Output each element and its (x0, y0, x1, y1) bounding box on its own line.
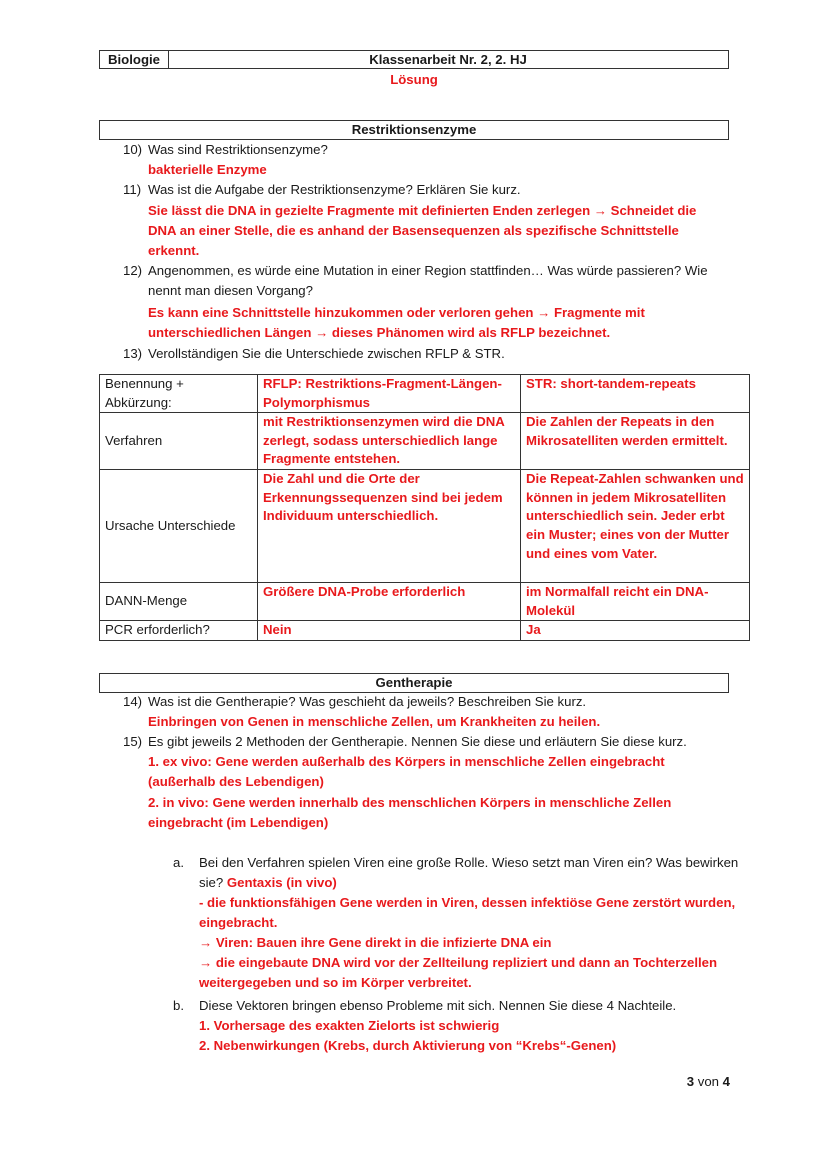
header-box (99, 50, 729, 69)
str-cell: im Normalfall reicht ein DNA-Molekül (521, 583, 750, 621)
sub-answer-line: → Viren: Bauen ihre Gene direkt in die infizierte DNA ein (199, 935, 552, 950)
sub-question-text: Diese Vektoren bringen ebenso Probleme mit sich. Nennen Sie diese 4 Nachteile. (199, 998, 677, 1013)
question-15 (123, 732, 733, 752)
question-13 (123, 344, 733, 364)
sub-question-a (173, 853, 743, 993)
question-number: 14) (123, 694, 143, 709)
row-label: Benennung + Abkürzung: (100, 375, 258, 413)
question-text: Was sind Restriktionsenzyme? (148, 142, 328, 157)
question-text: Was ist die Gentherapie? Was geschieht da jeweils? Beschreiben Sie kurz. (148, 694, 587, 709)
answer-11: Sie lässt die DNA in gezielte Fragmente mit definierten Enden zerlegen → Schneidet die DNA an einer Stelle, die es anhand der Basensequenzen als spezifische Schnittstelle erkennt. (148, 203, 697, 258)
current-page: 3 (686, 1074, 695, 1089)
table-row (100, 413, 750, 470)
page-of: von (697, 1074, 719, 1089)
rflp-cell: Die Zahl und die Orte der Erkennungssequenzen sind bei jedem Individuum unterschiedlich. (258, 470, 521, 583)
question-text: Es gibt jeweils 2 Methoden der Gentherapie. Nennen Sie diese und erläutern Sie diese kurz. (148, 734, 687, 749)
sub-question-body (199, 853, 739, 993)
answer-14: Einbringen von Genen in menschliche Zellen, um Krankheiten zu heilen. (148, 714, 601, 729)
question-number: 12) (123, 263, 143, 278)
str-cell: Die Zahlen der Repeats in den Mikrosatelliten werden ermittelt. (521, 413, 750, 470)
table-row (100, 375, 750, 413)
row-label: DANN-Menge (100, 583, 258, 621)
total-pages: 4 (722, 1074, 730, 1089)
str-cell: Ja (521, 621, 750, 641)
question-number: 11) (123, 182, 142, 197)
rflp-cell: Nein (258, 621, 521, 641)
sub-answer-line: - die funktionsfähigen Gene werden in Viren, dessen infektiöse Gene zerstört wurden, eingebracht. (199, 895, 736, 930)
question-text: Verollständigen Sie die Unterschiede zwischen RFLP & STR. (148, 346, 505, 361)
sub-answer-line: 1. Vorhersage des exakten Zielorts ist schwierig (199, 1018, 500, 1033)
row-label: Ursache Unterschiede (100, 470, 258, 583)
question-number: 13) (123, 346, 143, 361)
question-text: Angenommen, es würde eine Mutation in einer Region stattfinden… Was würde passieren? Wie nennt man diesen Vorgang? (148, 263, 708, 298)
exam-title: Klassenarbeit Nr. 2, 2. HJ (369, 52, 527, 67)
rflp-cell: mit Restriktionsenzymen wird die DNA zerlegt, sodass unterschiedlich lange Fragmente entstehen. (258, 413, 521, 470)
table-row (100, 583, 750, 621)
question-11 (123, 180, 733, 200)
sub-answer-line: → die eingebaute DNA wird vor der Zellteilung repliziert und dann an Tochterzellen weitergegeben und so im Körper verbreitet. (199, 955, 718, 990)
row-label: PCR erforderlich? (100, 621, 258, 641)
question-number: 15) (123, 734, 143, 749)
section-title-gentherapie: Gentherapie (99, 673, 729, 693)
answer-15-ex-vivo: 1. ex vivo: Gene werden außerhalb des Körpers in menschliche Zellen eingebracht (außerhalb des Lebendigen) (148, 754, 665, 789)
question-text: Was ist die Aufgabe der Restriktionsenzyme? Erklären Sie kurz. (148, 182, 521, 197)
sub-question-body (199, 996, 739, 1056)
question-10 (123, 140, 733, 160)
row-label: Verfahren (100, 413, 258, 470)
answer-10: bakterielle Enzyme (148, 162, 267, 177)
question-number: 10) (123, 142, 143, 157)
answer-12: Es kann eine Schnittstelle hinzukommen oder verloren gehen → Fragmente mit unterschiedlichen Längen → dieses Phänomen wird als RFLP bezeichnet. (148, 305, 645, 340)
comparison-table (99, 374, 750, 641)
str-cell: STR: short-tandem-repeats (521, 375, 750, 413)
sub-answer-inline: Gentaxis (in vivo) (226, 875, 337, 890)
table-row (100, 470, 750, 583)
str-cell: Die Repeat-Zahlen schwanken und können in jedem Mikrosatelliten unterschiedlich sein. Jeder erbt ein Muster; eines von der Mutter und eines vom Vater. (521, 470, 750, 583)
sub-question-letter: b. (173, 998, 184, 1013)
rflp-cell: RFLP: Restriktions-Fragment-Längen-Polymorphismus (258, 375, 521, 413)
table-row (100, 621, 750, 641)
sub-question-letter: a. (173, 855, 184, 870)
rflp-cell: Größere DNA-Probe erforderlich (258, 583, 521, 621)
sub-question-b (173, 996, 743, 1056)
page-number (600, 1072, 730, 1092)
sub-question-text: Bei den Verfahren spielen Viren eine große Rolle. Wieso setzt man Viren ein? Was bewirken sie? (199, 855, 739, 890)
solution-label: Lösung (390, 72, 438, 87)
subject-label: Biologie (100, 51, 169, 68)
section-title-restriktionsenzyme: Restriktionsenzyme (99, 120, 729, 140)
sub-answer-line: 2. Nebenwirkungen (Krebs, durch Aktivierung von “Krebs“-Genen) (199, 1038, 617, 1053)
question-14 (123, 692, 733, 712)
question-12 (123, 261, 733, 301)
answer-15-in-vivo: 2. in vivo: Gene werden innerhalb des menschlichen Körpers in menschliche Zellen eingebracht (im Lebendigen) (148, 795, 672, 830)
